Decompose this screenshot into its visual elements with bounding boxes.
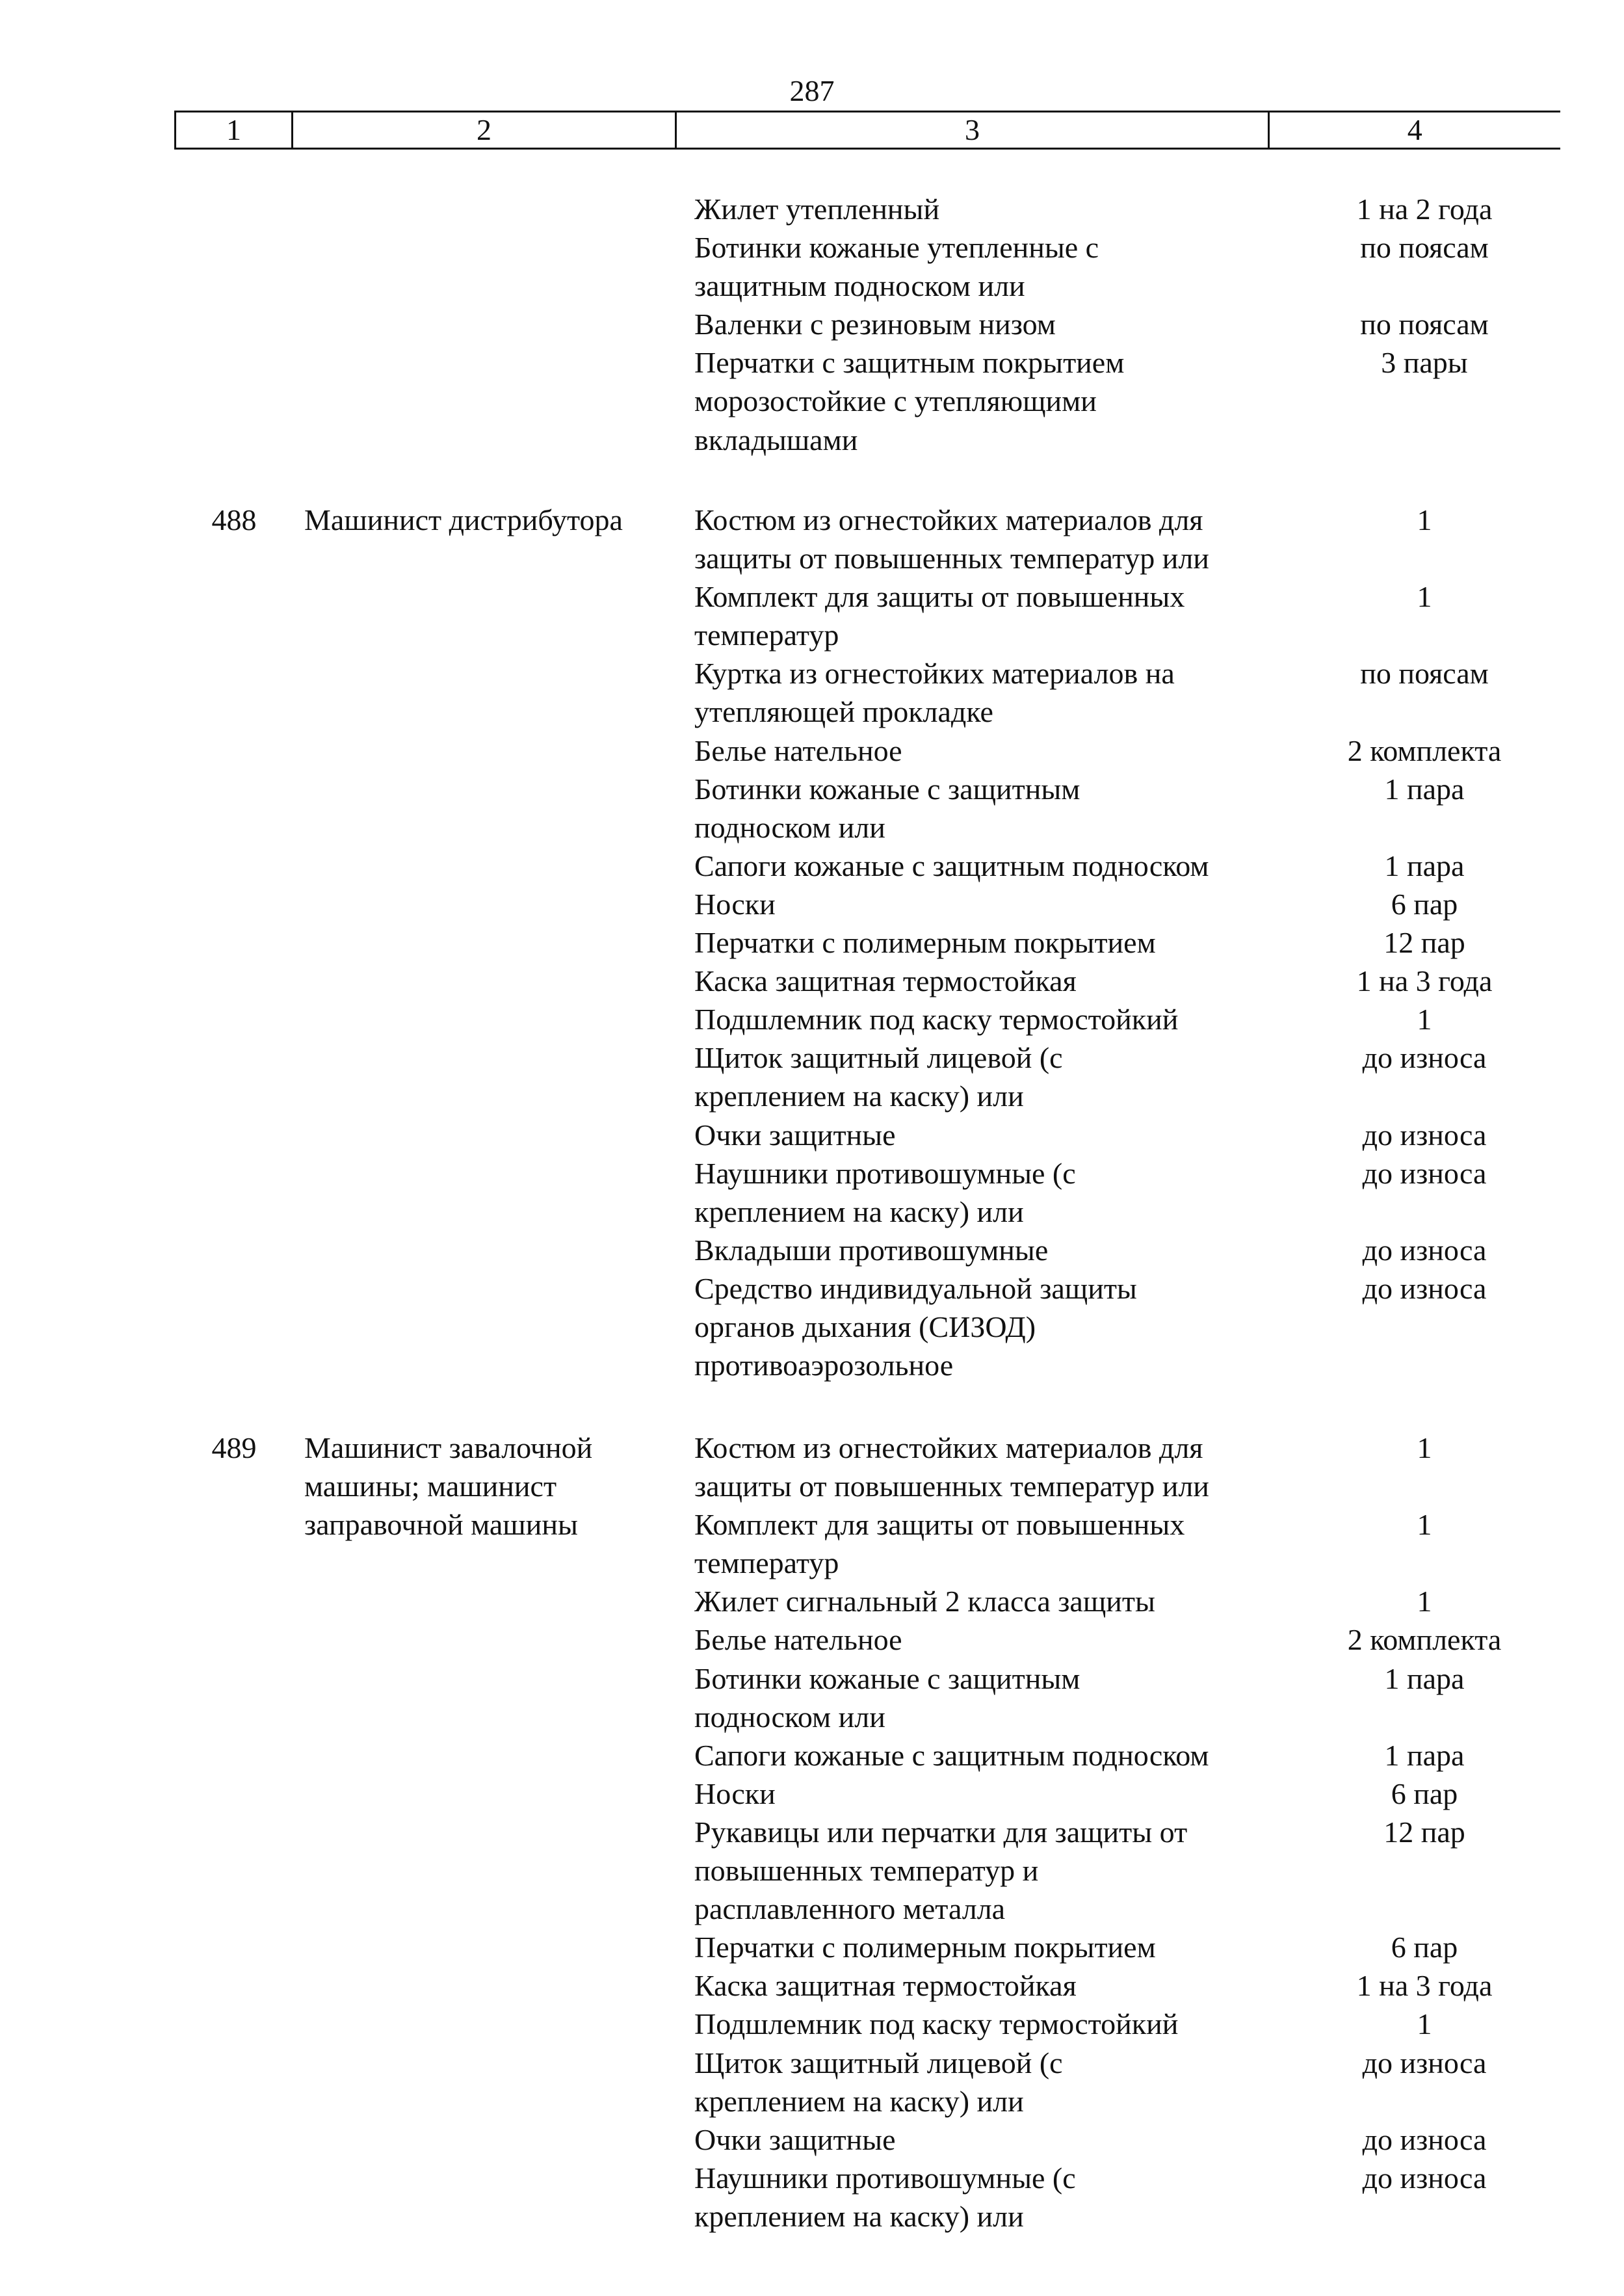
item-line: креплением на каску) или bbox=[694, 1079, 1024, 1113]
item-line: креплением на каску) или bbox=[694, 2084, 1024, 2118]
item-line: Очки защитные bbox=[694, 1118, 896, 1152]
item-line: Белье нательное bbox=[694, 733, 902, 767]
item-line: Жилет утепленный bbox=[694, 192, 940, 226]
norm-value: по поясам bbox=[1360, 231, 1489, 265]
item-line: Перчатки с полимерным покрытием bbox=[694, 1931, 1156, 1964]
item-line: морозостойкие с утепляющими bbox=[694, 384, 1097, 418]
entry-items bbox=[694, 1429, 1305, 2236]
item-line: Костюм из огнестойких материалов для bbox=[694, 503, 1203, 536]
item-line: Ботинки кожаные с защитным bbox=[694, 772, 1080, 806]
item-line: утепляющей прокладке bbox=[694, 695, 993, 729]
item-line: Белье нательное bbox=[694, 1623, 902, 1657]
item-line: повышенных температур и bbox=[694, 1854, 1039, 1888]
norm-value: 1 bbox=[1417, 1585, 1432, 1618]
item-line: Куртка из огнестойких материалов на bbox=[694, 657, 1175, 691]
norm-value: по поясам bbox=[1360, 308, 1489, 341]
continuation-norms bbox=[1278, 190, 1571, 459]
norm-value: 1 на 3 года bbox=[1356, 964, 1493, 998]
item-line: Очки защитные bbox=[694, 2122, 896, 2156]
column-number-4: 4 bbox=[1269, 112, 1560, 149]
item-line: Носки bbox=[694, 887, 776, 921]
item-line: Рукавицы или перчатки для защиты от bbox=[694, 1815, 1188, 1849]
entry-number: 489 bbox=[211, 1431, 257, 1464]
norm-value: до износа bbox=[1362, 2161, 1487, 2195]
norm-value: 1 пара bbox=[1384, 1661, 1465, 1695]
norm-value: до износа bbox=[1362, 1233, 1487, 1267]
item-line: Средство индивидуальной защиты bbox=[694, 1271, 1137, 1305]
item-line: температур bbox=[694, 618, 839, 652]
norm-value: 1 bbox=[1417, 2007, 1432, 2041]
norm-value: 6 пар bbox=[1391, 1931, 1458, 1964]
norm-value: до износа bbox=[1362, 1271, 1487, 1305]
item-line: Щиток защитный лицевой (с bbox=[694, 2046, 1063, 2079]
norm-value: 1 bbox=[1417, 503, 1432, 536]
norm-value: 1 bbox=[1417, 1003, 1432, 1036]
norm-value: 1 пара bbox=[1384, 1738, 1465, 1772]
norm-value: 1 пара bbox=[1384, 849, 1465, 882]
norm-value: 1 bbox=[1417, 1508, 1432, 1542]
profession-line: машины; машинист bbox=[304, 1470, 557, 1503]
item-line: температур bbox=[694, 1546, 839, 1580]
norm-value: 1 на 2 года bbox=[1356, 192, 1493, 226]
item-line: Ботинки кожаные с защитным bbox=[694, 1661, 1080, 1695]
norm-value: до износа bbox=[1362, 1156, 1487, 1190]
column-header-row bbox=[174, 111, 1560, 150]
item-line: Жилет сигнальный 2 класса защиты bbox=[694, 1585, 1155, 1618]
profession-line: Машинист завалочной bbox=[304, 1431, 593, 1464]
item-line: Подшлемник под каску термостойкий bbox=[694, 2007, 1179, 2041]
item-line: креплением на каску) или bbox=[694, 1194, 1024, 1228]
norm-value: до износа bbox=[1362, 2046, 1487, 2079]
norm-value: 1 на 3 года bbox=[1356, 1969, 1493, 2003]
item-line: Наушники противошумные (с bbox=[694, 2161, 1076, 2195]
item-line: Сапоги кожаные с защитным подноском bbox=[694, 1738, 1209, 1772]
item-line: защиты от повышенных температур или bbox=[694, 1470, 1209, 1503]
norm-value: 1 bbox=[1417, 1431, 1432, 1464]
item-line: Каска защитная термостойкая bbox=[694, 964, 1077, 998]
norm-value: до износа bbox=[1362, 1118, 1487, 1152]
item-line: Валенки с резиновым низом bbox=[694, 308, 1056, 341]
norm-value: 2 комплекта bbox=[1347, 733, 1502, 767]
item-line: креплением на каску) или bbox=[694, 2199, 1024, 2233]
item-line: расплавленного металла bbox=[694, 1892, 1006, 1926]
item-line: Перчатки с защитным покрытием bbox=[694, 346, 1125, 380]
item-line: подноском или bbox=[694, 1700, 885, 1734]
entry-profession bbox=[304, 501, 681, 539]
item-line: вкладышами bbox=[694, 423, 858, 456]
norm-value: 2 комплекта bbox=[1347, 1623, 1502, 1657]
norm-value: 6 пар bbox=[1391, 1776, 1458, 1810]
item-line: Наушники противошумные (с bbox=[694, 1156, 1076, 1190]
item-line: Подшлемник под каску термостойкий bbox=[694, 1003, 1179, 1036]
item-line: Перчатки с полимерным покрытием bbox=[694, 926, 1156, 960]
norm-value: 12 пар bbox=[1383, 1815, 1465, 1849]
entry-items bbox=[694, 501, 1305, 1384]
norm-value: до износа bbox=[1362, 1041, 1487, 1075]
profession-line: Машинист дистрибутора bbox=[304, 503, 623, 536]
norm-value: 1 bbox=[1417, 580, 1432, 614]
norm-value: 3 пары bbox=[1381, 346, 1468, 380]
entry-norms bbox=[1278, 1429, 1571, 2236]
item-line: Костюм из огнестойких материалов для bbox=[694, 1431, 1203, 1464]
item-line: защиты от повышенных температур или bbox=[694, 542, 1209, 575]
column-number-3: 3 bbox=[676, 112, 1269, 149]
column-number-2: 2 bbox=[293, 112, 676, 149]
norm-value: 1 пара bbox=[1384, 772, 1465, 806]
item-line: Сапоги кожаные с защитным подноском bbox=[694, 849, 1209, 882]
column-number-1: 1 bbox=[176, 112, 293, 149]
norm-value: до износа bbox=[1362, 2122, 1487, 2156]
norm-value: 12 пар bbox=[1383, 926, 1465, 960]
item-line: Ботинки кожаные утепленные с bbox=[694, 231, 1099, 265]
item-line: органов дыхания (СИЗОД) bbox=[694, 1310, 1036, 1343]
item-line: противоаэрозольное bbox=[694, 1349, 954, 1382]
item-line: Комплект для защиты от повышенных bbox=[694, 580, 1185, 614]
item-line: Каска защитная термостойкая bbox=[694, 1969, 1077, 2003]
item-line: подноском или bbox=[694, 810, 885, 844]
item-line: Вкладыши противошумные bbox=[694, 1233, 1049, 1267]
entry-number: 488 bbox=[211, 503, 257, 536]
continuation-items bbox=[694, 190, 1305, 459]
entry-norms bbox=[1278, 501, 1571, 1384]
norm-value: по поясам bbox=[1360, 657, 1489, 691]
entry-profession bbox=[304, 1429, 681, 1544]
item-line: Щиток защитный лицевой (с bbox=[694, 1041, 1063, 1075]
profession-line: заправочной машины bbox=[304, 1508, 578, 1542]
page-number: 287 bbox=[789, 74, 835, 107]
item-line: Комплект для защиты от повышенных bbox=[694, 1508, 1185, 1542]
item-line: Носки bbox=[694, 1776, 776, 1810]
item-line: защитным подноском или bbox=[694, 269, 1025, 303]
norm-value: 6 пар bbox=[1391, 887, 1458, 921]
